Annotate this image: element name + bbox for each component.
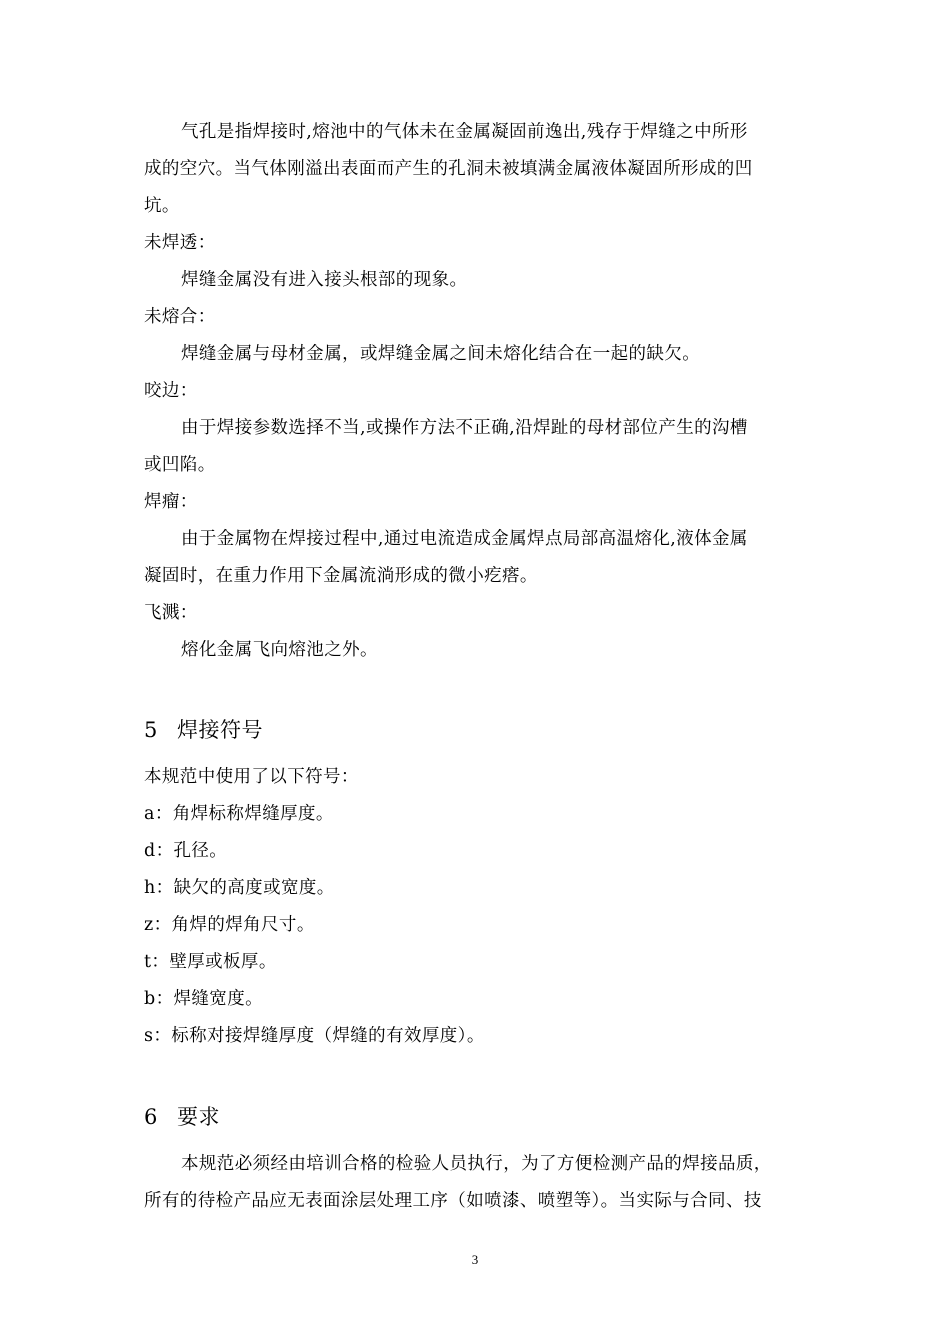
- section-6-title: 要求: [177, 1105, 220, 1129]
- section-6-heading: [144, 1103, 814, 1131]
- term-spatter: 飞溅：: [144, 603, 198, 623]
- symbol-item: a：角焊标称焊缝厚度。: [144, 804, 334, 824]
- symbol-item: t：壁厚或板厚。: [144, 952, 277, 972]
- section-5-heading: [144, 716, 814, 744]
- desc-incomplete-penetration: 焊缝金属没有进入接头根部的现象。: [181, 270, 468, 290]
- term-undercut: 咬边：: [144, 381, 198, 401]
- symbol-item: b：焊缝宽度。: [144, 989, 264, 1009]
- desc-undercut-line-2: 或凹陷。: [144, 455, 216, 475]
- paragraph-porosity-line-3: 坑。: [144, 196, 180, 216]
- section-5-intro: 本规范中使用了以下符号：: [144, 767, 359, 787]
- symbol-item: h：缺欠的高度或宽度。: [144, 878, 335, 898]
- section-6-line-2: 所有的待检产品应无表面涂层处理工序（如喷漆、喷塑等）。当实际与合同、技: [144, 1191, 762, 1211]
- symbol-item: z：角焊的焊角尺寸。: [144, 915, 315, 935]
- term-overlap: 焊瘤：: [144, 492, 198, 512]
- desc-spatter: 熔化金属飞向熔池之外。: [181, 640, 378, 660]
- desc-overlap-line-2: 凝固时，在重力作用下金属流淌形成的微小疙瘩。: [144, 566, 538, 586]
- term-incomplete-penetration: 未焊透：: [144, 233, 216, 253]
- paragraph-porosity-line-1: 气孔是指焊接时,熔池中的气体未在金属凝固前逸出,残存于焊缝之中所形: [181, 122, 748, 142]
- symbol-item: d：孔径。: [144, 841, 228, 861]
- page-number: 3: [471, 1252, 479, 1267]
- section-6-number: 6: [144, 1105, 158, 1129]
- symbol-item: s：标称对接焊缝厚度（焊缝的有效厚度）。: [144, 1026, 485, 1046]
- section-6-line-1: 本规范必须经由培训合格的检验人员执行，为了方便检测产品的焊接品质，: [181, 1154, 772, 1174]
- paragraph-porosity-line-2: 成的空穴。当气体刚溢出表面而产生的孔洞未被填满金属液体凝固所形成的凹: [144, 159, 753, 179]
- desc-undercut-line-1: 由于焊接参数选择不当,或操作方法不正确,沿焊趾的母材部位产生的沟槽: [181, 418, 748, 438]
- section-5-title: 焊接符号: [177, 718, 263, 742]
- section-5-number: 5: [144, 718, 158, 742]
- desc-overlap-line-1: 由于金属物在焊接过程中,通过电流造成金属焊点局部高温熔化,液体金属: [181, 529, 748, 549]
- desc-lack-of-fusion: 焊缝金属与母材金属，或焊缝金属之间未熔化结合在一起的缺欠。: [181, 344, 701, 364]
- term-lack-of-fusion: 未熔合：: [144, 307, 216, 327]
